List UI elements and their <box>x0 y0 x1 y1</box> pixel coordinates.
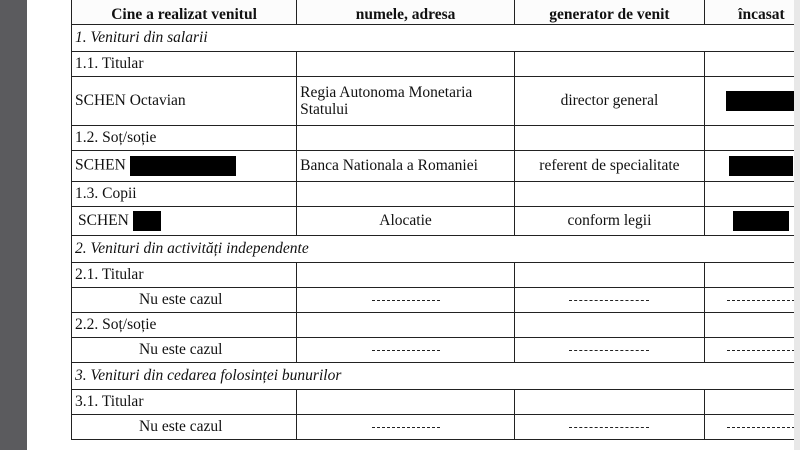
row-label: 1.1. Titular <box>72 52 297 77</box>
table-row <box>72 207 795 236</box>
table-row <box>72 338 795 363</box>
person-name: SCHEN <box>75 156 126 174</box>
dash-placeholder <box>372 427 440 428</box>
table-row <box>72 415 795 440</box>
dash-placeholder <box>727 350 794 351</box>
table-header-row <box>72 0 795 25</box>
income-source: Regia Autonoma Monetaria Statului <box>297 77 515 126</box>
not-applicable: Nu este cazul <box>72 288 297 313</box>
table-row <box>72 390 795 415</box>
redacted-name <box>130 156 236 176</box>
row-label: 1.3. Copii <box>72 182 297 207</box>
section-salaries: 1. Venituri din salarii <box>72 25 795 52</box>
row-label: 2.1. Titular <box>72 263 297 288</box>
section-row <box>72 236 795 263</box>
dash-placeholder <box>569 350 649 351</box>
row-label: 3.1. Titular <box>72 390 297 415</box>
person-name: SCHEN <box>78 211 129 229</box>
table-row <box>72 52 795 77</box>
income-declaration-table <box>71 0 794 440</box>
service-type: referent de specialitate <box>515 151 705 182</box>
service-type: conform legii <box>515 207 705 236</box>
dash-placeholder <box>372 350 440 351</box>
row-label: 1.2. Soț/soție <box>72 126 297 151</box>
redacted-amount <box>726 91 794 111</box>
section-row <box>72 363 795 390</box>
dash-placeholder <box>569 427 649 428</box>
section-independent: 2. Venituri din activități independente <box>72 236 795 263</box>
not-applicable: Nu este cazul <box>72 415 297 440</box>
document-page <box>27 0 794 450</box>
dash-placeholder <box>569 300 649 301</box>
redacted-amount <box>729 156 793 176</box>
viewer-left-margin <box>0 0 27 450</box>
not-applicable: Nu este cazul <box>72 338 297 363</box>
section-property-use: 3. Venituri din cedarea folosinței bunurilor <box>72 363 795 390</box>
redacted-amount <box>733 211 789 231</box>
table-row <box>72 126 795 151</box>
service-type: director general <box>515 77 705 126</box>
header-who: Cine a realizat venitul <box>72 0 297 25</box>
viewer-right-margin <box>794 0 800 450</box>
table-row <box>72 182 795 207</box>
section-row <box>72 25 795 52</box>
header-service: generator de venit <box>515 0 705 25</box>
dash-placeholder <box>727 427 794 428</box>
dash-placeholder <box>372 300 440 301</box>
header-source: numele, adresa <box>297 0 515 25</box>
person-name: SCHEN Octavian <box>72 77 297 126</box>
row-label: 2.2. Soț/soție <box>72 313 297 338</box>
redacted-name <box>133 211 161 231</box>
table-row <box>72 151 795 182</box>
table-row <box>72 263 795 288</box>
table-row <box>72 77 795 126</box>
table-row <box>72 288 795 313</box>
income-source: Alocatie <box>297 207 515 236</box>
table-row <box>72 313 795 338</box>
header-income: încasat <box>704 0 794 25</box>
dash-placeholder <box>727 300 794 301</box>
income-source: Banca Nationala a Romaniei <box>297 151 515 182</box>
